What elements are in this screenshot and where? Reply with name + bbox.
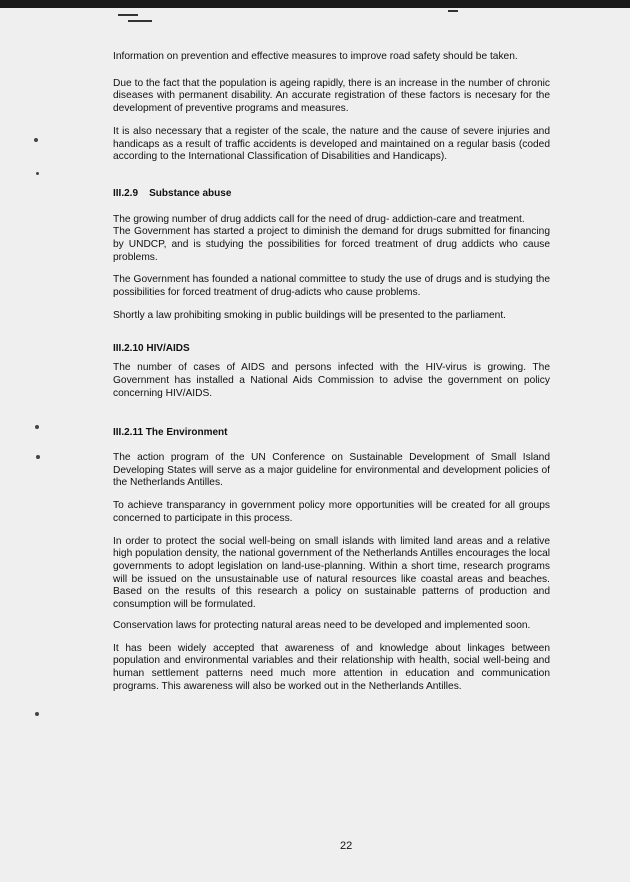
page-body: [113, 51, 550, 693]
paragraph: The Government has started a project to diminish the demand for drugs submitted for financing by UNDCP, and is studying the possibilities for forced treatment of drug addicts who cause problems.: [113, 226, 550, 263]
paragraph: Shortly a law prohibiting smoking in public buildings will be presented to the parliament.: [113, 309, 506, 321]
section-heading: III.2.9 Substance abuse: [113, 187, 232, 199]
paragraph: To achieve transparancy in government policy more opportunities will be created for all groups concerned to participate in this process.: [113, 500, 550, 524]
paragraph: In order to protect the social well-being on small islands with limited land areas and a relative high population density, the national government of the Netherlands Antilles encourages the local governments to adopt legislation on land-use-planning. Within a short time, research programs will be issued on the unsustainable use of natural resources like coastal areas and beaches. Based on the results of this research a policy on sustainable patterns of production and consumption will be formulated.: [113, 535, 550, 611]
section-heading: III.2.10 HIV/AIDS: [113, 342, 190, 354]
paragraph: Information on prevention and effective measures to improve road safety should be taken.: [113, 51, 518, 62]
paragraph: Conservation laws for protecting natural areas need to be developed and implemented soon.: [113, 619, 531, 631]
scan-artifact: [128, 20, 152, 22]
section-heading: III.2.11 The Environment: [113, 427, 228, 439]
paragraph: The growing number of drug addicts call for the need of drug- addiction-care and treatment.: [113, 213, 525, 225]
scan-hole: [34, 138, 38, 142]
paragraph: The number of cases of AIDS and persons infected with the HIV-virus is growing. The Government has installed a National Aids Commission to advise the government on policy concerning HIV/AIDS.: [113, 362, 550, 399]
paragraph: The action program of the UN Conference on Sustainable Development of Small Island Developing States will serve as a major guideline for environmental and development policies of the Netherlands Antilles.: [113, 452, 550, 489]
page-number: 22: [340, 840, 353, 852]
scan-artifact: [118, 14, 138, 16]
scan-artifact: [448, 10, 458, 12]
scan-hole: [36, 172, 39, 175]
paragraph: The Government has founded a national committee to study the use of drugs and is studying the possibilities for forced treatment of drug-adicts who cause problems.: [113, 274, 550, 299]
paragraph: Due to the fact that the population is ageing rapidly, there is an increase in the number of chronic diseases with permanent disability. An accurate registration of these factors is necesary for the development of preventive programs and measures.: [113, 77, 550, 115]
scan-top-edge: [0, 0, 630, 8]
paragraph: It is also necessary that a register of the scale, the nature and the cause of severe injuries and handicaps as a result of traffic accidents is developed and maintained on a regular basis (coded according to the International Classification of Disabilities and Handicaps).: [113, 125, 550, 163]
scan-hole: [35, 712, 39, 716]
scan-hole: [35, 425, 39, 429]
paragraph: It has been widely accepted that awareness of and knowledge about linkages between population and environmental variables and their relationship with health, social well-being and human settlement patterns need much more attention in education and communication programs. This awareness will also be worked out in the Netherlands Antilles.: [113, 642, 550, 692]
scan-hole: [36, 455, 40, 459]
